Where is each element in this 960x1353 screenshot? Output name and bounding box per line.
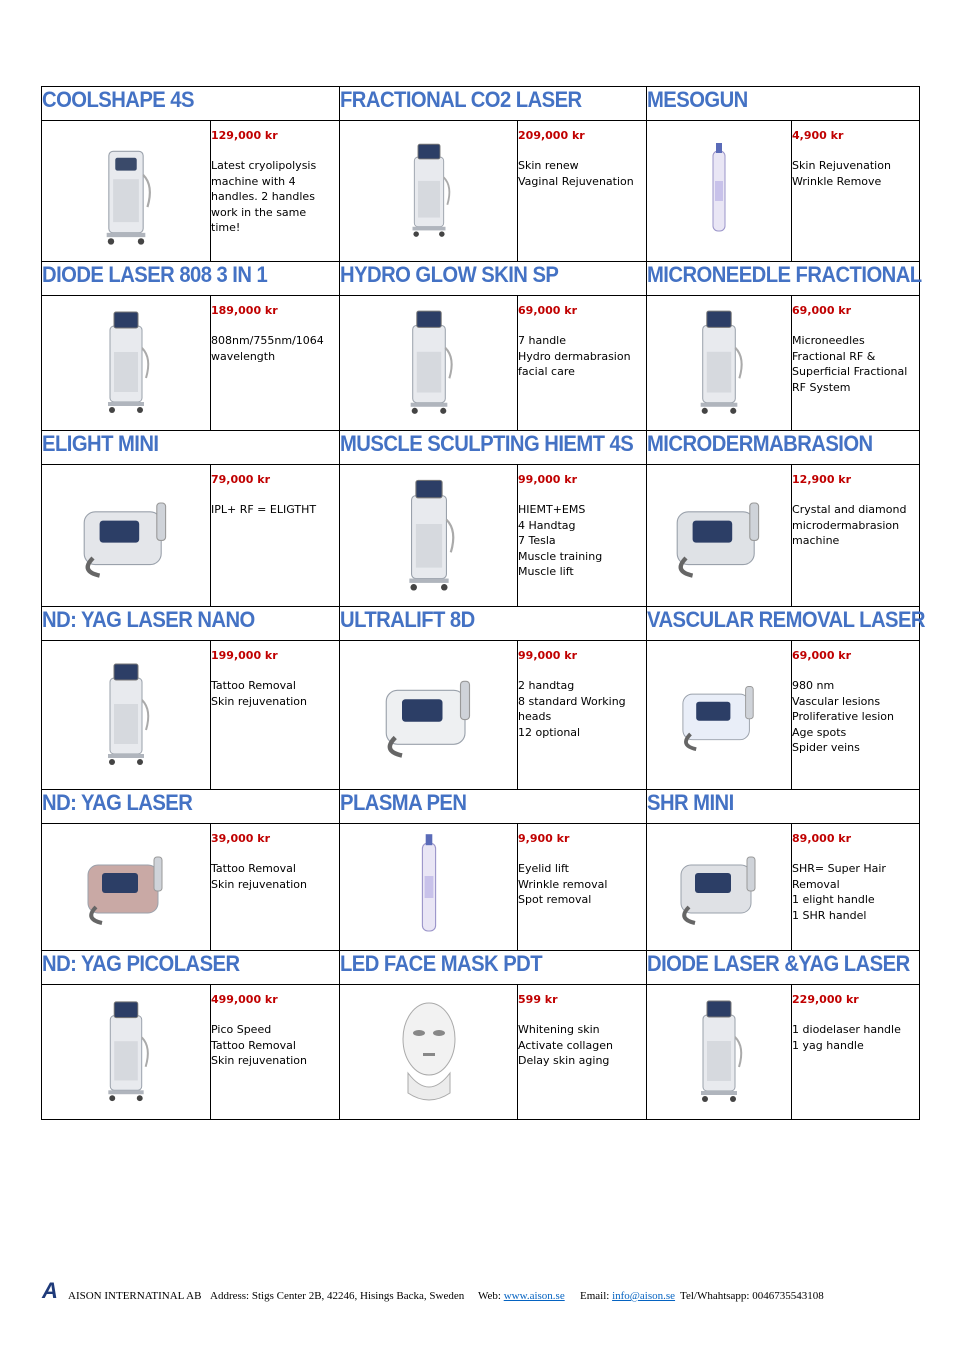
product-feature: Fractional RF & — [792, 349, 876, 363]
product-feature: Eyelid lift — [518, 862, 569, 875]
product-description-cell — [518, 641, 647, 790]
product-price: 69,000 kr — [792, 304, 852, 317]
product-description-cell — [211, 824, 340, 951]
web-info: Web: www.aison.se — [478, 1290, 565, 1302]
product-image-cell — [340, 465, 518, 607]
page-footer — [42, 1278, 922, 1302]
product-title-cell — [647, 87, 920, 121]
email-link[interactable]: info@aison.se — [612, 1290, 676, 1302]
product-image-cell — [647, 465, 792, 607]
product-feature: Whitening skin — [518, 1023, 600, 1036]
product-feature: Skin Rejuvenation — [792, 159, 891, 172]
product-image-cell — [340, 296, 518, 431]
product-image-cell — [647, 296, 792, 431]
product-image-cell — [340, 121, 518, 262]
product-title-cell — [340, 790, 647, 824]
product-title-cell — [42, 607, 340, 641]
product-feature: Muscle lift — [518, 565, 574, 578]
product-image-cell — [340, 985, 518, 1120]
product-feature: Tattoo Removal — [211, 1038, 296, 1052]
product-feature: 4 Handtag — [518, 518, 576, 532]
product-image-cell — [42, 985, 211, 1120]
product-feature: work in the same — [211, 205, 307, 219]
product-feature: time! — [211, 221, 241, 234]
product-title: FRACTIONAL CO2 LASER — [340, 87, 582, 112]
product-feature: Wrinkle Remove — [792, 174, 882, 188]
product-title: MICRONEEDLE FRACTIONAL — [647, 262, 922, 287]
product-price: 99,000 kr — [518, 649, 578, 662]
product-feature: Vascular lesions — [792, 694, 881, 708]
company-name: AISON INTERNATINAL AB — [68, 1290, 202, 1302]
product-feature: Skin rejuvenation — [211, 694, 308, 708]
product-price: 99,000 kr — [518, 473, 578, 486]
product-title: LED FACE MASK PDT — [340, 951, 543, 976]
product-feature: Hydro dermabrasion — [518, 349, 631, 363]
product-image-cell — [340, 641, 518, 790]
product-description-cell — [792, 465, 920, 607]
product-description-cell — [518, 824, 647, 951]
product-title-cell — [647, 951, 920, 985]
product-description-cell — [518, 985, 647, 1120]
product-feature: 980 nm — [792, 679, 835, 692]
product-feature: Delay skin aging — [518, 1054, 610, 1067]
phone-info: Tel/Whahtsapp: 0046735543108 — [680, 1290, 824, 1302]
product-feature: 1 elight handle — [792, 893, 875, 906]
product-description-cell — [792, 121, 920, 262]
product-price: 189,000 kr — [211, 304, 278, 317]
product-feature: Skin rejuvenation — [211, 877, 308, 891]
product-feature: Proliferative lesion — [792, 710, 894, 723]
product-feature: machine — [792, 534, 840, 547]
product-title-cell — [42, 262, 340, 296]
product-title-cell — [42, 790, 340, 824]
product-feature: Crystal and diamond — [792, 503, 907, 516]
product-price: 89,000 kr — [792, 832, 852, 845]
product-title-cell — [340, 607, 647, 641]
product-title: MUSCLE SCULPTING HIEMT 4S — [340, 431, 634, 456]
product-description-cell — [211, 465, 340, 607]
product-feature: 12 optional — [518, 725, 581, 739]
product-feature: Spider veins — [792, 741, 860, 754]
product-feature: Age spots — [792, 725, 847, 739]
product-title-cell — [647, 607, 926, 641]
product-image-cell — [42, 465, 211, 607]
product-feature: heads — [518, 710, 552, 723]
product-price: 79,000 kr — [211, 473, 271, 486]
product-price: 39,000 kr — [211, 832, 271, 845]
product-feature: Superficial Fractional — [792, 365, 908, 378]
product-title-cell — [647, 262, 920, 296]
product-price: 129,000 kr — [211, 129, 278, 142]
product-feature: Skin rejuvenation — [211, 1054, 308, 1067]
product-price: 199,000 kr — [211, 649, 278, 662]
product-price: 12,900 kr — [792, 473, 852, 486]
product-title: COOLSHAPE 4S — [42, 87, 194, 112]
product-feature: Muscle training — [518, 549, 603, 563]
email-info: Email: info@aison.se — [580, 1290, 676, 1302]
company-address: Address: Stigs Center 2B, 42246, Hisings Backa, Sweden — [210, 1290, 465, 1302]
product-feature: SHR= Super Hair — [792, 862, 886, 875]
product-description-cell — [211, 296, 340, 431]
product-image-cell — [647, 121, 792, 262]
product-image-cell — [647, 641, 792, 790]
product-price: 69,000 kr — [518, 304, 578, 317]
product-title: MICRODERMABRASION — [647, 431, 873, 456]
product-grid — [41, 86, 926, 1120]
product-feature: IPL+ RF = ELIGTHT — [211, 503, 317, 516]
product-title: DIODE LASER &YAG LASER — [647, 951, 910, 976]
product-title: ULTRALIFT 8D — [340, 607, 475, 632]
product-image-cell — [42, 121, 211, 262]
product-description-cell — [792, 824, 920, 951]
product-feature: Latest cryolipolysis — [211, 159, 317, 172]
product-description-cell — [211, 121, 340, 262]
product-feature: Spot removal — [518, 893, 592, 906]
web-link[interactable]: www.aison.se — [503, 1290, 565, 1302]
product-feature: Tattoo Removal — [211, 679, 296, 692]
company-logo-icon: A — [42, 1278, 58, 1303]
product-price: 499,000 kr — [211, 993, 278, 1006]
product-feature: 7 Tesla — [518, 534, 556, 547]
product-feature: 1 yag handle — [792, 1038, 864, 1052]
product-description-cell — [211, 985, 340, 1120]
product-image-cell — [647, 824, 792, 951]
product-feature: 2 handtag — [518, 679, 575, 692]
product-feature: RF System — [792, 380, 851, 394]
product-feature: 808nm/755nm/1064 — [211, 334, 324, 347]
product-title-cell — [340, 431, 647, 465]
product-feature: Microneedles — [792, 334, 865, 347]
product-price: 4,900 kr — [792, 129, 844, 142]
product-description-cell — [518, 465, 647, 607]
product-title: ND: YAG LASER — [42, 790, 193, 815]
product-title: MESOGUN — [647, 87, 748, 112]
product-feature: Activate collagen — [518, 1038, 613, 1052]
product-feature: Tattoo Removal — [211, 862, 296, 875]
product-image-cell — [42, 641, 211, 790]
product-price: 209,000 kr — [518, 129, 585, 142]
product-feature: 7 handle — [518, 334, 567, 347]
product-description-cell — [211, 641, 340, 790]
product-image-cell — [647, 985, 792, 1120]
product-feature: facial care — [518, 365, 575, 378]
product-title: ND: YAG LASER NANO — [42, 607, 255, 632]
product-title-cell — [647, 790, 920, 824]
product-price: 229,000 kr — [792, 993, 859, 1006]
product-title-cell — [647, 431, 920, 465]
product-title-cell — [42, 87, 340, 121]
product-price: 69,000 kr — [792, 649, 852, 662]
product-title-cell — [42, 951, 340, 985]
product-description-cell — [792, 296, 920, 431]
product-description-cell — [792, 985, 920, 1120]
product-title: VASCULAR REMOVAL LASER — [647, 607, 926, 632]
product-feature: 1 SHR handel — [792, 908, 867, 922]
product-title-cell — [340, 262, 647, 296]
product-description-cell — [518, 121, 647, 262]
product-feature: wavelength — [211, 349, 276, 363]
product-feature: handles. 2 handles — [211, 190, 315, 203]
product-feature: Removal — [792, 877, 840, 891]
product-description-cell — [792, 641, 920, 790]
product-feature: 8 standard Working — [518, 694, 626, 708]
product-image-cell — [42, 296, 211, 431]
product-title-cell — [340, 87, 647, 121]
product-title: ELIGHT MINI — [42, 431, 159, 456]
product-price: 599 kr — [518, 993, 558, 1006]
product-description-cell — [518, 296, 647, 431]
product-feature: HIEMT+EMS — [518, 503, 586, 516]
product-title-cell — [340, 951, 647, 985]
product-feature: machine with 4 — [211, 174, 296, 188]
product-feature: Vaginal Rejuvenation — [518, 174, 634, 188]
product-price: 9,900 kr — [518, 832, 570, 845]
product-title: SHR MINI — [647, 790, 734, 815]
product-title: DIODE LASER 808 3 IN 1 — [42, 262, 268, 287]
product-feature: Wrinkle removal — [518, 877, 608, 891]
product-image-cell — [42, 824, 211, 951]
product-feature: Skin renew — [518, 159, 579, 172]
product-image-cell — [340, 824, 518, 951]
product-title: HYDRO GLOW SKIN SP — [340, 262, 559, 287]
product-feature: microdermabrasion — [792, 518, 900, 532]
product-feature: 1 diodelaser handle — [792, 1023, 901, 1036]
product-title: ND: YAG PICOLASER — [42, 951, 240, 976]
product-title: PLASMA PEN — [340, 790, 467, 815]
product-title-cell — [42, 431, 340, 465]
product-feature: Pico Speed — [211, 1023, 272, 1036]
